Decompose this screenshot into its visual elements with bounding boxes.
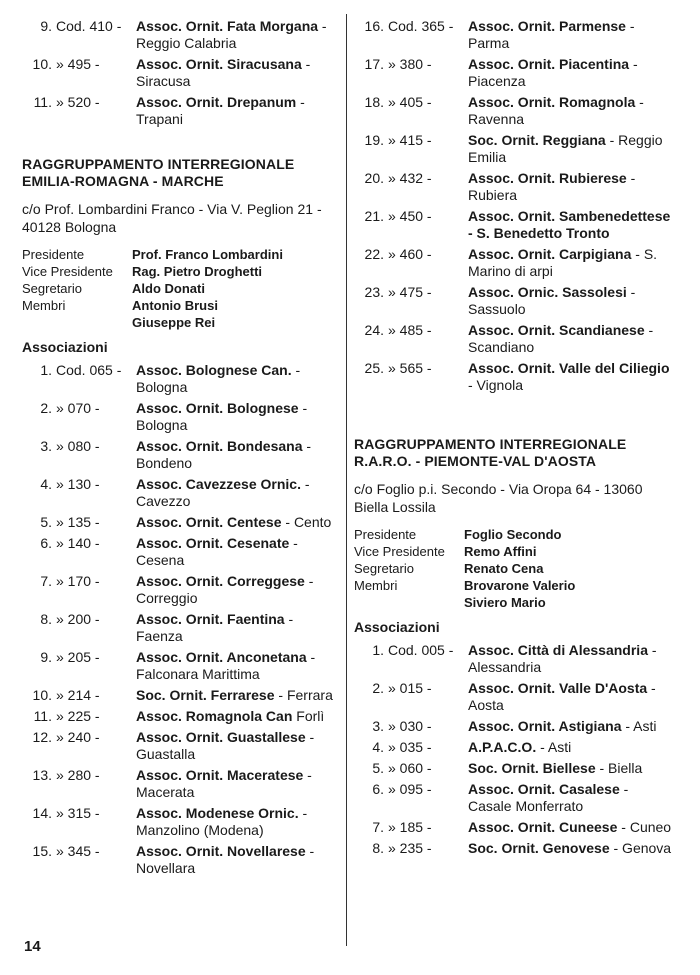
left-association-list xyxy=(22,362,340,877)
association-name: Assoc. Romagnola Can xyxy=(136,708,293,724)
list-item: 6. » 095 - Assoc. Ornit. Casalese - Casale Monferrato xyxy=(372,781,629,814)
board-members xyxy=(354,526,672,611)
list-item: 14. » 315 - Assoc. Modenese Ornic. - Manzolino (Modena) xyxy=(32,805,308,838)
list-item: 4. » 035 - A.P.A.C.O. - Asti xyxy=(372,739,572,755)
list-item: 3. » 030 - Assoc. Ornit. Astigiana - Asti xyxy=(372,718,657,734)
column-divider xyxy=(346,14,347,946)
list-item: 8. » 235 - Soc. Ornit. Genovese - Genova xyxy=(372,840,672,856)
association-name: Assoc. Ornit. Piacentina xyxy=(468,56,630,72)
list-item: 2. » 015 - Assoc. Ornit. Valle D'Aosta - Aosta xyxy=(372,680,656,713)
list-item: 7. » 185 - Assoc. Ornit. Cuneese - Cuneo xyxy=(372,819,672,835)
role-row: Siviero Mario xyxy=(464,595,546,610)
association-name: Assoc. Ornit. Astigiana xyxy=(468,718,622,734)
association-name: Assoc. Cavezzese Ornic. xyxy=(136,476,301,492)
left-column xyxy=(22,18,340,881)
list-item: 17. » 380 - Assoc. Ornit. Piacentina - Piacenza xyxy=(364,56,638,89)
left-top-entries xyxy=(22,18,340,128)
list-item: 18. » 405 - Assoc. Ornit. Romagnola - Ravenna xyxy=(364,94,644,127)
role-row: Vice Presidente Remo Affini xyxy=(354,544,537,559)
association-name: Assoc. Ornit. Cuneese xyxy=(468,819,618,835)
association-name: Assoc. Città di Alessandria xyxy=(468,642,648,658)
list-item: 12. » 240 - Assoc. Ornit. Guastallese - Guastalla xyxy=(32,729,315,762)
list-item: 11. » 520 - Assoc. Ornit. Drepanum - Trapani xyxy=(33,94,305,127)
association-name: Assoc. Ornit. Guastallese xyxy=(136,729,306,745)
list-item: 20. » 432 - Assoc. Ornit. Rubierese - Rubiera xyxy=(364,170,636,203)
list-item: 23. » 475 - Assoc. Ornic. Sassolesi - Sassuolo xyxy=(364,284,636,317)
role-row: Vice Presidente Rag. Pietro Droghetti xyxy=(22,264,263,279)
association-name: Assoc. Ornit. Correggese xyxy=(136,573,305,589)
association-name: Assoc. Ornit. Romagnola xyxy=(468,94,636,110)
list-item: 3. » 080 - Assoc. Ornit. Bondesana - Bondeno xyxy=(40,438,312,471)
association-name: A.P.A.C.O. xyxy=(468,739,537,755)
section-address: c/o Prof. Lombardini Franco - Via V. Peglion 21 - 40128 Bologna xyxy=(22,201,322,235)
association-name: Assoc. Ornit. Casalese xyxy=(468,781,620,797)
association-name: Assoc. Ornic. Sassolesi xyxy=(468,284,627,300)
list-item: 1. Cod. 065 - Assoc. Bolognese Can. - Bologna xyxy=(40,362,301,395)
list-item: 11. » 225 - Assoc. Romagnola Can Forlì xyxy=(33,708,325,724)
association-name: Assoc. Ornit. Fata Morgana xyxy=(136,18,319,34)
association-name: Soc. Ornit. Biellese xyxy=(468,760,596,776)
right-top-entries xyxy=(354,18,672,394)
association-name: Assoc. Ornit. Scandianese xyxy=(468,322,645,338)
association-name: Assoc. Ornit. Sambenedettese - S. Benedetto Tronto xyxy=(468,208,671,241)
role-row: Segretario Aldo Donati xyxy=(22,281,205,296)
association-name: Assoc. Ornit. Anconetana xyxy=(136,649,307,665)
list-item: 21. » 450 - Assoc. Ornit. Sambenedettese - S. Benedetto Tronto xyxy=(364,208,671,241)
section-address: c/o Foglio p.i. Secondo - Via Oropa 64 - 13060 Biella Lossila xyxy=(354,481,643,515)
list-item: 7. » 170 - Assoc. Ornit. Correggese - Correggio xyxy=(40,573,314,606)
association-name: Assoc. Ornit. Novellarese xyxy=(136,843,306,859)
list-item: 24. » 485 - Assoc. Ornit. Scandianese - Scandiano xyxy=(364,322,654,355)
list-item: 13. » 280 - Assoc. Ornit. Maceratese - Macerata xyxy=(32,767,312,800)
list-item: 5. » 135 - Assoc. Ornit. Centese - Cento xyxy=(40,514,332,530)
role-row: Presidente Foglio Secondo xyxy=(354,527,562,542)
list-item: 15. » 345 - Assoc. Ornit. Novellarese - Novellara xyxy=(32,843,315,876)
list-item: 2. » 070 - Assoc. Ornit. Bolognese - Bologna xyxy=(40,400,308,433)
association-name: Soc. Ornit. Ferrarese xyxy=(136,687,275,703)
associations-heading: Associazioni xyxy=(354,619,440,635)
list-item: 6. » 140 - Assoc. Ornit. Cesenate - Cesena xyxy=(40,535,298,568)
association-name: Assoc. Ornit. Valle D'Aosta xyxy=(468,680,648,696)
list-item: 8. » 200 - Assoc. Ornit. Faentina - Faenza xyxy=(40,611,294,644)
role-row: Giuseppe Rei xyxy=(132,315,216,330)
section-title: RAGGRUPPAMENTO INTERREGIONALE R.A.R.O. - PIEMONTE-VAL D'AOSTA xyxy=(354,436,627,469)
association-name: Assoc. Ornit. Cesenate xyxy=(136,535,290,551)
right-association-list xyxy=(354,642,672,857)
association-name: Assoc. Ornit. Rubierese xyxy=(468,170,627,186)
association-name: Assoc. Ornit. Carpigiana xyxy=(468,246,632,262)
association-name: Assoc. Ornit. Bondesana xyxy=(136,438,303,454)
board-members xyxy=(22,246,340,331)
association-name: Assoc. Ornit. Drepanum xyxy=(136,94,297,110)
list-item: 1. Cod. 005 - Assoc. Città di Alessandria - Alessandria xyxy=(372,642,657,675)
right-column xyxy=(354,18,672,861)
role-row: Membri Antonio Brusi xyxy=(22,298,218,313)
role-row: Membri Brovarone Valerio xyxy=(354,578,576,593)
association-name: Soc. Ornit. Genovese xyxy=(468,840,610,856)
page-number: 14 xyxy=(24,938,41,955)
section-title: RAGGRUPPAMENTO INTERREGIONALE EMILIA-ROMAGNA - MARCHE xyxy=(22,156,295,189)
list-item: 5. » 060 - Soc. Ornit. Biellese - Biella xyxy=(372,760,643,776)
role-row: Presidente Prof. Franco Lombardini xyxy=(22,247,283,262)
list-item: 16. Cod. 365 - Assoc. Ornit. Parmense - Parma xyxy=(364,18,635,51)
associations-heading: Associazioni xyxy=(22,339,108,355)
list-item: 25. » 565 - Assoc. Ornit. Valle del Ciliegio - Vignola xyxy=(364,360,670,393)
association-name: Assoc. Ornit. Valle del Ciliegio xyxy=(468,360,670,376)
list-item: 9. » 205 - Assoc. Ornit. Anconetana - Falconara Marittima xyxy=(40,649,316,682)
association-name: Assoc. Modenese Ornic. xyxy=(136,805,299,821)
list-item: 4. » 130 - Assoc. Cavezzese Ornic. - Cavezzo xyxy=(40,476,310,509)
association-name: Assoc. Ornit. Maceratese xyxy=(136,767,304,783)
association-name: Assoc. Ornit. Parmense xyxy=(468,18,626,34)
role-row: Segretario Renato Cena xyxy=(354,561,544,576)
association-name: Assoc. Bolognese Can. xyxy=(136,362,292,378)
list-item: 19. » 415 - Soc. Ornit. Reggiana - Reggio Emilia xyxy=(364,132,663,165)
association-name: Assoc. Ornit. Bolognese xyxy=(136,400,299,416)
association-name: Assoc. Ornit. Siracusana xyxy=(136,56,302,72)
list-item: 10. » 495 - Assoc. Ornit. Siracusana - Siracusa xyxy=(32,56,311,89)
list-item: 22. » 460 - Assoc. Ornit. Carpigiana - S. Marino di arpi xyxy=(364,246,658,279)
list-item: 10. » 214 - Soc. Ornit. Ferrarese - Ferrara xyxy=(32,687,333,703)
list-item: 9. Cod. 410 - Assoc. Ornit. Fata Morgana - Reggio Calabria xyxy=(40,18,327,51)
association-name: Assoc. Ornit. Faentina xyxy=(136,611,285,627)
association-name: Soc. Ornit. Reggiana xyxy=(468,132,606,148)
association-name: Assoc. Ornit. Centese xyxy=(136,514,282,530)
